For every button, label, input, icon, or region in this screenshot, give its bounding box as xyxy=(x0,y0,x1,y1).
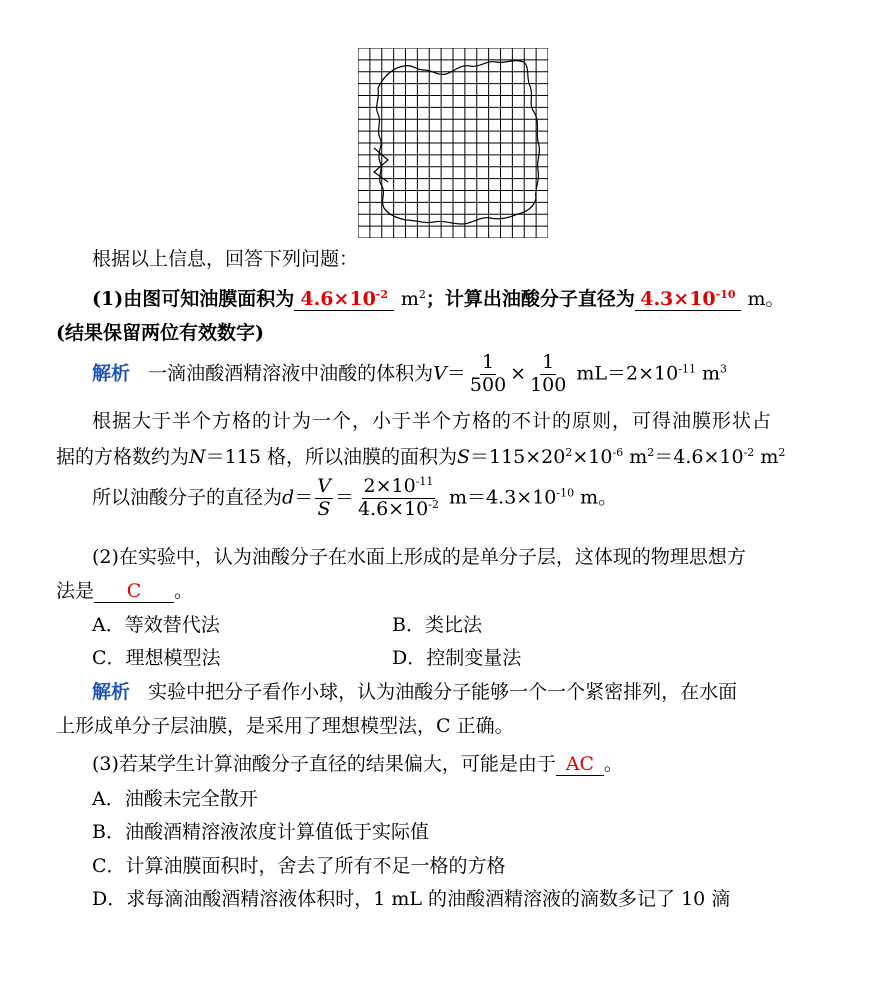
q3-option-b: B．油酸酒精溶液浓度计算值低于实际值 xyxy=(92,821,429,843)
question-1: (1)由图可知油膜面积为 $4.6\times 10^{-2}$ $m^2$；计算出油酸分子直径为 $4.3\times 10^{-10}$ m。 xyxy=(92,288,785,310)
q1-mid: ；计算出油酸分子直径为 xyxy=(425,288,635,310)
grid-lines xyxy=(358,48,548,238)
q1-prefix: (1)由图可知油膜面积为 xyxy=(92,288,295,310)
q3-option-a: A．油酸未完全散开 xyxy=(92,788,258,810)
q1-note: (结果保留两位有效数字) xyxy=(56,322,264,344)
analysis-1-line1: 解析 一滴油酸酒精溶液中油酸的体积为V＝ $\frac{1}{500}$ × $\frac{1}{100}$ $mL=2\times 10^{-11}$ $m^3$ xyxy=(92,351,728,396)
q2-option-d: D．控制变量法 xyxy=(392,647,522,669)
analysis-2-line2: 上形成单分子层油膜，是采用了理想模型法，C 正确。 xyxy=(56,715,514,737)
q1-area-answer: $4.6\times 10^{-2}$ xyxy=(294,289,394,311)
question-2-line2: 法是 C 。 xyxy=(56,580,194,602)
question-2-line1: (2)在实验中，认为油酸分子在水面上形成的是单分子层，这体现的物理思想方 xyxy=(92,546,746,568)
q1-end: m。 xyxy=(747,288,785,310)
intro-text: 根据以上信息，回答下列问题： xyxy=(92,248,359,270)
oil-film-outline xyxy=(374,61,539,224)
q3-answer: AC xyxy=(556,754,604,776)
analysis-1-line2: 根据大于半个方格的计为一个，小于半个方格的不计的原则，可得油膜形状占 xyxy=(92,410,773,432)
analysis-2-line1: 解析 实验中把分子看作小球，认为油酸分子能够一个一个紧密排列，在水面 xyxy=(92,681,738,703)
analysis-label: 解析 xyxy=(92,681,131,703)
oil-film-grid-figure xyxy=(358,48,548,238)
question-3: (3)若某学生计算油酸分子直径的结果偏大，可能是由于 AC 。 xyxy=(92,753,623,775)
q2-option-b: B．类比法 xyxy=(392,614,482,636)
q3-option-d: D．求每滴油酸酒精溶液体积时，1 mL 的油酸酒精溶液的滴数多记了 10 滴 xyxy=(92,888,731,910)
q3-option-c: C．计算油膜面积时，舍去了所有不足一格的方格 xyxy=(92,855,506,877)
q2-option-a: A．等效替代法 xyxy=(92,614,220,636)
q2-answer: C xyxy=(94,581,174,603)
analysis-label: 解析 xyxy=(92,362,131,385)
q1-diameter-answer: $4.3\times 10^{-10}$ xyxy=(635,289,741,311)
analysis-1-line4: 所以油酸分子的直径为d＝ $\frac{V}{S}$ ＝ $\frac{2\times 10^{-11}}{4.6\times 10^{-2}}$ $m=4.3\times 10^{-10}$ m。 xyxy=(92,475,618,520)
analysis-1-line3: 据的方格数约为N＝115 格，所以油膜的面积为$S=115\times 20^2\times 10^{-6}$ $m^2=4.6\times 10^{-2}$ $m^2$ xyxy=(56,446,786,468)
q2-option-c: C．理想模型法 xyxy=(92,647,221,669)
